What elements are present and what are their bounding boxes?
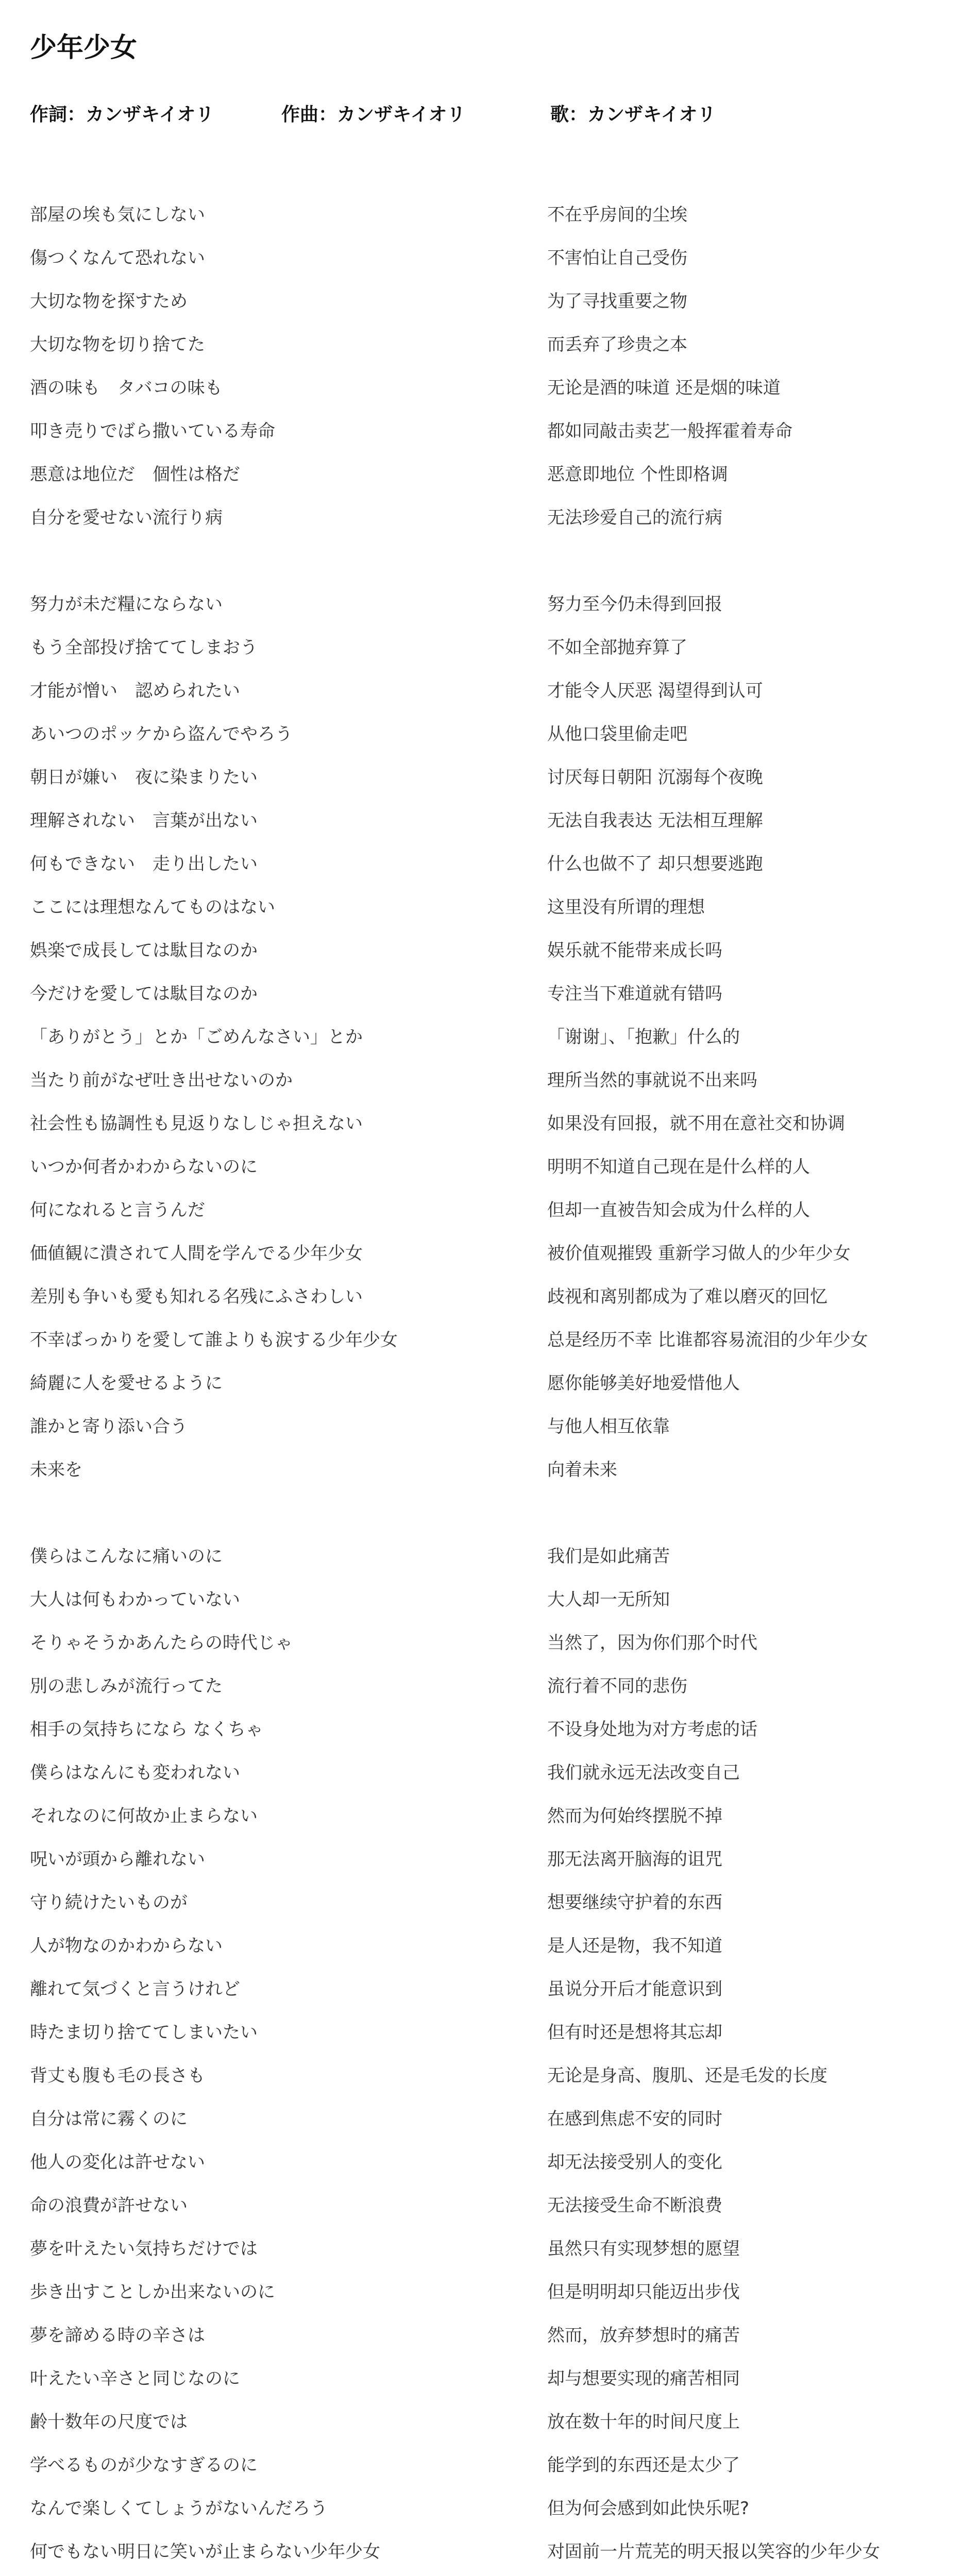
japanese-lyric: 当たり前がなぜ吐き出せないのか <box>30 1070 293 1091</box>
japanese-lyric: 時たま切り捨ててしまいたい <box>30 2022 258 2043</box>
chinese-translation: 不如全部抛弃算了 <box>547 637 687 658</box>
chinese-translation: 对固前一片荒芜的明天报以笑容的少年少女 <box>547 2541 880 2562</box>
lyric-stanza <box>0 193 980 539</box>
chinese-translation: 无论是酒的味道 还是烟的味道 <box>547 378 781 398</box>
chinese-translation: 「谢谢」、「抱歉」什么的 <box>547 1027 740 1047</box>
chinese-translation: 被价值观摧毁 重新学习做人的少年少女 <box>547 1243 851 1264</box>
chinese-translation: 为了寻找重要之物 <box>547 291 687 312</box>
chinese-translation: 我们是如此痛苦 <box>547 1546 670 1567</box>
chinese-translation: 总是经历不幸 比谁都容易流泪的少年少女 <box>547 1330 868 1350</box>
chinese-translation: 无法珍爱自己的流行病 <box>547 507 722 528</box>
chinese-translation: 我们就永远无法改变自己 <box>547 1762 740 1783</box>
japanese-lyric: なんで楽しくてしょうがないんだろう <box>30 2498 328 2519</box>
lyric-line <box>0 323 980 366</box>
lyric-line <box>0 1881 980 1924</box>
chinese-translation: 歧视和离别都成为了难以磨灭的回忆 <box>547 1286 827 1307</box>
chinese-translation: 但是明明却只能迈出步伐 <box>547 2282 740 2302</box>
lyric-line <box>0 1059 980 1102</box>
lyric-stanza <box>0 583 980 1492</box>
lyric-line <box>0 1838 980 1881</box>
lyric-line <box>0 1621 980 1665</box>
chinese-translation: 才能令人厌恶 渴望得到认可 <box>547 681 763 701</box>
lyric-line <box>0 453 980 496</box>
singer-credit: 歌：カンザキイオリ <box>550 104 716 125</box>
japanese-lyric: 他人の変化は許せない <box>30 2152 205 2173</box>
japanese-lyric: 朝日が嫌い 夜に染まりたい <box>30 767 258 788</box>
japanese-lyric: 価値観に潰されて人間を学んでる少年少女 <box>30 1243 363 1264</box>
chinese-translation: 而丢弃了珍贵之本 <box>547 334 687 355</box>
lyric-line <box>0 2357 980 2400</box>
lyric-line <box>0 1794 980 1838</box>
lyricist-credit: 作詞：カンザキイオリ <box>30 104 214 125</box>
chinese-translation: 当然了，因为你们那个时代 <box>547 1633 757 1653</box>
chinese-translation: 无法接受生命不断浪费 <box>547 2195 722 2216</box>
japanese-lyric: 命の浪費が許せない <box>30 2195 188 2216</box>
lyric-line <box>0 280 980 323</box>
lyric-line <box>0 496 980 539</box>
japanese-lyric <box>30 2573 415 2576</box>
chinese-translation: 却与想要实现的痛苦相同 <box>547 2368 740 2389</box>
lyric-line <box>0 1405 980 1448</box>
japanese-lyric: 酒の味も タバコの味も <box>30 378 223 398</box>
chinese-translation: 想要继续守护着的东西 <box>547 1892 722 1913</box>
chinese-translation: 都如同敲击卖艺一般挥霍着寿命 <box>547 421 792 442</box>
chinese-translation: 从他口袋里偷走吧 <box>547 724 687 744</box>
japanese-lyric: そりゃそうかあんたらの時代じゃ <box>30 1633 293 1653</box>
composer-credit: 作曲：カンザキイオリ <box>281 104 466 125</box>
japanese-lyric: いつか何者かわからないのに <box>30 1157 258 1177</box>
chinese-translation: 如果没有回报，就不用在意社交和协调 <box>547 1113 845 1134</box>
lyric-line <box>0 756 980 799</box>
japanese-lyric: 社会性も協調性も見返りなしじゃ担えない <box>30 1113 363 1134</box>
japanese-lyric: 不幸ばっかりを愛して誰よりも涙する少年少女 <box>30 1330 398 1350</box>
lyric-line <box>0 2400 980 2444</box>
lyric-line <box>0 2444 980 2487</box>
japanese-lyric: 大切な物を切り捨てた <box>30 334 205 355</box>
lyric-line <box>0 1924 980 1968</box>
lyric-line <box>0 972 980 1015</box>
japanese-lyric: 夢を叶えたい気持ちだけでは <box>30 2239 258 2259</box>
chinese-translation: 放在数十年的时间尺度上 <box>547 2412 740 2432</box>
chinese-translation: 不在乎房间的尘埃 <box>547 205 687 225</box>
japanese-lyric: あいつのポッケから盗んでやろう <box>30 724 293 744</box>
japanese-lyric: 「ありがとう」とか「ごめんなさい」とか <box>30 1027 363 1047</box>
japanese-lyric: 誰かと寄り添い合う <box>30 1416 188 1437</box>
chinese-translation: 不害怕让自己受伤 <box>547 248 687 268</box>
lyric-line <box>0 799 980 842</box>
lyric-line <box>0 2097 980 2141</box>
japanese-lyric: 娯楽で成長しては駄目なのか <box>30 940 258 961</box>
lyrics-body <box>0 193 980 2576</box>
lyric-line <box>0 2573 980 2576</box>
lyric-line <box>0 193 980 236</box>
japanese-lyric: 背丈も腹も毛の長さも <box>30 2065 205 2086</box>
chinese-translation: 努力至今仍未得到回报 <box>547 594 722 615</box>
lyric-line <box>0 669 980 713</box>
lyric-line <box>0 2054 980 2097</box>
japanese-lyric: 綺麗に人を愛せるように <box>30 1373 223 1394</box>
lyric-stanza <box>0 1535 980 2576</box>
japanese-lyric: 努力が未だ糧にならない <box>30 594 223 615</box>
chinese-translation: 明明不知道自己现在是什么样的人 <box>547 1157 810 1177</box>
lyric-line <box>0 1708 980 1751</box>
japanese-lyric: 傷つくなんて恐れない <box>30 248 205 268</box>
chinese-translation: 恶意即地位 个性即格调 <box>547 464 728 485</box>
japanese-lyric: 叩き売りでばら撒いている寿命 <box>30 421 275 442</box>
japanese-lyric: 自分を愛せない流行り病 <box>30 507 223 528</box>
lyric-line <box>0 2270 980 2314</box>
chinese-translation: 大人却一无所知 <box>547 1589 670 1610</box>
chinese-translation: 娱乐就不能带来成长吗 <box>547 940 722 961</box>
lyric-line <box>0 1968 980 2011</box>
chinese-translation: 在感到焦虑不安的同时 <box>547 2109 722 2129</box>
japanese-lyric: 理解されない 言葉が出ない <box>30 810 258 831</box>
chinese-translation: 流行着不同的悲伤 <box>547 1676 687 1697</box>
chinese-translation: 这里没有所谓的理想 <box>547 897 705 918</box>
japanese-lyric: 離れて気づくと言うけれど <box>30 1979 240 1999</box>
japanese-lyric: 何になれると言うんだ <box>30 1200 205 1221</box>
japanese-lyric: 守り続けたいものが <box>30 1892 188 1913</box>
lyric-line <box>0 626 980 669</box>
japanese-lyric: 大人は何もわかっていない <box>30 1589 240 1610</box>
japanese-lyric: 自分は常に霧くのに <box>30 2109 188 2129</box>
japanese-lyric: 歩き出すことしか出来ないのに <box>30 2282 275 2302</box>
chinese-translation: 那无法离开脑海的诅咒 <box>547 1849 722 1870</box>
lyric-line <box>0 1751 980 1794</box>
chinese-translation <box>547 2573 833 2576</box>
japanese-lyric: 未来を <box>30 1460 82 1480</box>
japanese-lyric: 夢を諦める時の辛さは <box>30 2325 205 2346</box>
japanese-lyric: 才能が憎い 認められたい <box>30 681 240 701</box>
japanese-lyric: 叶えたい辛さと同じなのに <box>30 2368 240 2389</box>
lyric-line <box>0 1232 980 1275</box>
japanese-lyric: 別の悲しみが流行ってた <box>30 1676 223 1697</box>
japanese-lyric: もう全部投げ捨ててしまおう <box>30 637 258 658</box>
japanese-lyric: 大切な物を探すため <box>30 291 188 312</box>
chinese-translation: 讨厌每日朝阳 沉溺每个夜晚 <box>547 767 763 788</box>
lyric-line <box>0 1665 980 1708</box>
lyric-line <box>0 1535 980 1578</box>
japanese-lyric: ここには理想なんてものはない <box>30 897 275 918</box>
japanese-lyric: 僕らはなんにも変われない <box>30 1762 240 1783</box>
lyric-line <box>0 366 980 410</box>
chinese-translation: 但有时还是想将其忘却 <box>547 2022 722 2043</box>
chinese-translation: 什么也做不了 却只想要逃跑 <box>547 854 763 874</box>
japanese-lyric: 人が物なのかわからない <box>30 1936 223 1956</box>
lyric-line <box>0 2011 980 2054</box>
chinese-translation: 但却一直被告知会成为什么样的人 <box>547 1200 810 1221</box>
lyric-line <box>0 2530 980 2573</box>
lyric-line <box>0 2141 980 2184</box>
japanese-lyric: 呪いが頭から離れない <box>30 1849 205 1870</box>
lyric-line <box>0 886 980 929</box>
japanese-lyric: 何でもない明日に笑いが止まらない少年少女 <box>30 2541 380 2562</box>
lyric-line <box>0 2227 980 2270</box>
japanese-lyric: 差別も争いも愛も知れる名残にふさわしい <box>30 1286 363 1307</box>
lyric-line <box>0 1362 980 1405</box>
lyric-line <box>0 1015 980 1059</box>
japanese-lyric: 相手の気持ちになら なくちゃ <box>30 1719 263 1740</box>
japanese-lyric: 今だけを愛しては駄目なのか <box>30 984 258 1004</box>
japanese-lyric: それなのに何故か止まらない <box>30 1806 258 1826</box>
lyric-line <box>0 2487 980 2530</box>
japanese-lyric: 齢十数年の尺度では <box>30 2412 188 2432</box>
song-title: 少年少女 <box>30 32 138 63</box>
chinese-translation: 是人还是物，我不知道 <box>547 1936 722 1956</box>
chinese-translation: 然而，放弃梦想时的痛苦 <box>547 2325 740 2346</box>
lyric-line <box>0 1189 980 1232</box>
japanese-lyric: 僕らはこんなに痛いのに <box>30 1546 223 1567</box>
chinese-translation: 然而为何始终摆脱不掉 <box>547 1806 722 1826</box>
lyric-line <box>0 1578 980 1621</box>
chinese-translation: 但为何会感到如此快乐呢? <box>547 2498 750 2519</box>
lyric-line <box>0 929 980 972</box>
chinese-translation: 不设身处地为对方考虑的话 <box>547 1719 757 1740</box>
japanese-lyric: 悪意は地位だ 個性は格だ <box>30 464 240 485</box>
lyric-line <box>0 1448 980 1492</box>
japanese-lyric: 部屋の埃も気にしない <box>30 205 205 225</box>
lyric-line <box>0 236 980 280</box>
chinese-translation: 愿你能够美好地爱惜他人 <box>547 1373 740 1394</box>
chinese-translation: 虽说分开后才能意识到 <box>547 1979 722 1999</box>
lyric-line <box>0 410 980 453</box>
lyric-line <box>0 842 980 886</box>
lyric-line <box>0 2314 980 2357</box>
lyric-line <box>0 713 980 756</box>
lyric-line <box>0 1318 980 1362</box>
lyric-line <box>0 2184 980 2227</box>
lyric-line <box>0 1102 980 1145</box>
chinese-translation: 向着未来 <box>547 1460 617 1480</box>
chinese-translation: 却无法接受别人的变化 <box>547 2152 722 2173</box>
chinese-translation: 无论是身高、腹肌、还是毛发的长度 <box>547 2065 827 2086</box>
chinese-translation: 与他人相互依靠 <box>547 1416 670 1437</box>
lyric-line <box>0 1145 980 1189</box>
japanese-lyric: 学べるものが少なすぎるのに <box>30 2455 258 2476</box>
chinese-translation: 理所当然的事就说不出来吗 <box>547 1070 757 1091</box>
chinese-translation: 虽然只有实现梦想的愿望 <box>547 2239 740 2259</box>
lyric-line <box>0 1275 980 1318</box>
chinese-translation: 专注当下难道就有错吗 <box>547 984 722 1004</box>
chinese-translation: 无法自我表达 无法相互理解 <box>547 810 763 831</box>
lyric-line <box>0 583 980 626</box>
japanese-lyric: 何もできない 走り出したい <box>30 854 258 874</box>
chinese-translation: 能学到的东西还是太少了 <box>547 2455 740 2476</box>
